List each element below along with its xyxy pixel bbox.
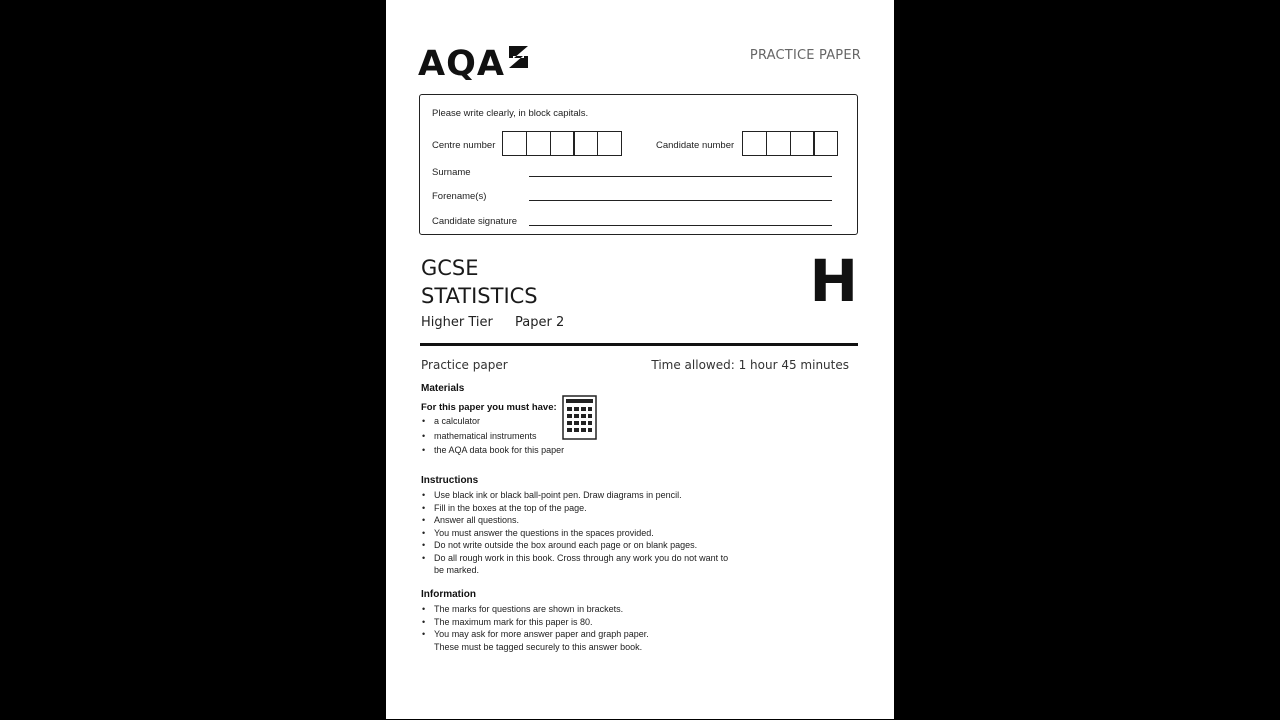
signature-label: Candidate signature	[432, 216, 518, 227]
list-item: • mathematical instruments	[421, 430, 564, 443]
centre-number-cell[interactable]	[573, 131, 598, 156]
materials-heading: Materials	[421, 383, 465, 394]
time-allowed: Time allowed: 1 hour 45 minutes	[651, 358, 849, 372]
tier-label: Higher Tier	[421, 315, 493, 330]
list-item: • You must answer the questions in the spaces provided.	[421, 527, 731, 540]
aqa-logo-text: AQA	[418, 44, 505, 84]
list-item: • Use black ink or black ball-point pen. Draw diagrams in pencil.	[421, 489, 731, 502]
subject-title: STATISTICS	[421, 284, 538, 308]
information-list	[421, 603, 661, 653]
information-heading: Information	[421, 589, 476, 600]
title-divider	[420, 343, 858, 346]
list-item: • Fill in the boxes at the top of the page.	[421, 502, 731, 515]
exam-cover-page	[386, 0, 894, 719]
paper-number: Paper 2	[515, 315, 565, 330]
list-item: • You may ask for more answer paper and graph paper. These must be tagged securely to this answer book.	[421, 628, 661, 653]
practice-paper-tag: PRACTICE PAPER	[749, 48, 861, 63]
signature-line[interactable]	[529, 225, 832, 226]
centre-number-label: Centre number	[432, 140, 496, 151]
centre-number-cell[interactable]	[502, 131, 527, 156]
candidate-number-cell[interactable]	[790, 131, 815, 156]
centre-number-cell[interactable]	[526, 131, 551, 156]
list-item: • The marks for questions are shown in brackets.	[421, 603, 661, 616]
centre-number-cell[interactable]	[550, 131, 575, 156]
list-item: • Do all rough work in this book. Cross through any work you do not want to be marked.	[421, 552, 731, 577]
materials-intro: For this paper you must have:	[421, 402, 557, 413]
forenames-label: Forename(s)	[432, 191, 487, 202]
tier-letter: H	[809, 247, 858, 315]
aqa-logo-mark-icon	[506, 44, 530, 70]
candidate-number-cell[interactable]	[742, 131, 767, 156]
surname-label: Surname	[432, 167, 471, 178]
candidate-details-box	[419, 94, 858, 235]
forenames-line[interactable]	[529, 200, 832, 201]
calculator-icon	[562, 395, 597, 440]
paper-type: Practice paper	[421, 358, 508, 372]
materials-list	[421, 415, 564, 457]
candidate-number-field[interactable]	[742, 131, 838, 156]
list-item: • Do not write outside the box around each page or on blank pages.	[421, 539, 731, 552]
instructions-list	[421, 489, 731, 577]
list-item: • the AQA data book for this paper	[421, 444, 564, 457]
instructions-heading: Instructions	[421, 475, 479, 486]
qualification-title: GCSE	[421, 256, 479, 280]
candidate-number-cell[interactable]	[766, 131, 791, 156]
block-capitals-instruction: Please write clearly, in block capitals.	[432, 108, 589, 119]
surname-line[interactable]	[529, 176, 832, 177]
centre-number-field[interactable]	[502, 131, 622, 156]
list-item: • The maximum mark for this paper is 80.	[421, 616, 661, 629]
list-item: • a calculator	[421, 415, 564, 428]
candidate-number-cell[interactable]	[813, 131, 838, 156]
centre-number-cell[interactable]	[597, 131, 622, 156]
list-item: • Answer all questions.	[421, 514, 731, 527]
candidate-number-label: Candidate number	[656, 140, 735, 151]
